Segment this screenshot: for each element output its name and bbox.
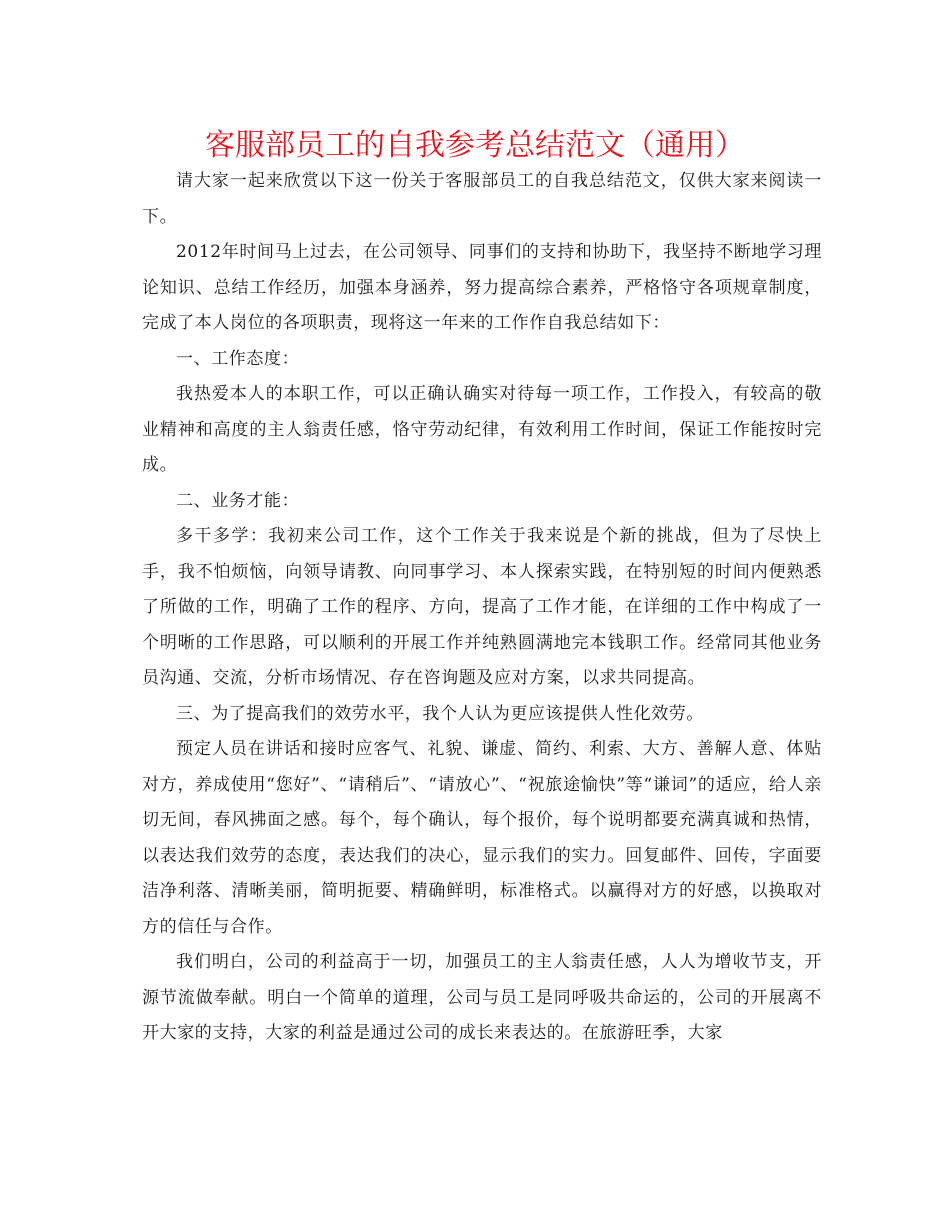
paragraph-intro: 请大家一起来欣赏以下这一份关于客服部员工的自我总结范文，仅供大家来阅读一下。 bbox=[142, 171, 822, 227]
heading-service-level: 三、为了提高我们的效劳水平，我个人认为更应该提供人性化效劳。 bbox=[176, 703, 704, 724]
heading-business-ability: 二、业务才能： bbox=[176, 490, 300, 511]
document-title: 客服部员工的自我参考总结范文（通用） bbox=[205, 128, 745, 163]
paragraph-work-attitude: 我热爱本人的本职工作，可以正确认确实对待每一项工作，工作投入，有较高的敬业精神和高度的主人翁责任感，恪守劳动纪律，有效利用工作时间，保证工作能按时完成。 bbox=[142, 384, 822, 475]
paragraph-service-etiquette: 预定人员在讲话和接时应客气、礼貌、谦虚、简约、利索、大方、善解人意、体贴对方，养成使用“您好”、“请稍后”、“请放心”、“祝旅途愉快”等“谦词”的适应，给人亲切无间，春风拂面之感。每个，每个确认，每个报价，每个说明都要充满真诚和热情，以表达我们效劳的态度，表达我们的决心，显示我们的实力。回复邮件、回传，字面要洁净利落、清晰美丽，简明扼要、精确鲜明，标准格式。以赢得对方的好感，以换取对方的信任与合作。 bbox=[142, 739, 822, 937]
paragraph-business-ability: 多干多学：我初来公司工作，这个工作关于我来说是个新的挑战，但为了尽快上手，我不怕烦恼，向领导请教、向同事学习、本人探索实践，在特别短的时间内便熟悉了所做的工作，明确了工作的程序、方向，提高了工作才能，在详细的工作中构成了一个明晰的工作思路，可以顺利的开展工作并纯熟圆满地完本钱职工作。经常同其他业务员沟通、交流，分析市场情况、存在咨询题及应对方案，以求共同提高。 bbox=[142, 526, 822, 688]
paragraph-summary-2012: 2012年时间马上过去，在公司领导、同事们的支持和协助下，我坚持不断地学习理论知识、总结工作经历，加强本身涵养，努力提高综合素养，严格恪守各项规章制度，完成了本人岗位的各项职责，现将这一年来的工作作自我总结如下： bbox=[142, 242, 822, 333]
paragraph-company-interest: 我们明白，公司的利益高于一切，加强员工的主人翁责任感，人人为增收节支，开源节流做奉献。明白一个简单的道理，公司与员工是同呼吸共命运的，公司的开展离不开大家的支持，大家的利益是通过公司的成长来表达的。在旅游旺季，大家 bbox=[142, 952, 822, 1043]
heading-work-attitude: 一、工作态度： bbox=[176, 348, 300, 369]
document-body bbox=[142, 164, 822, 1052]
